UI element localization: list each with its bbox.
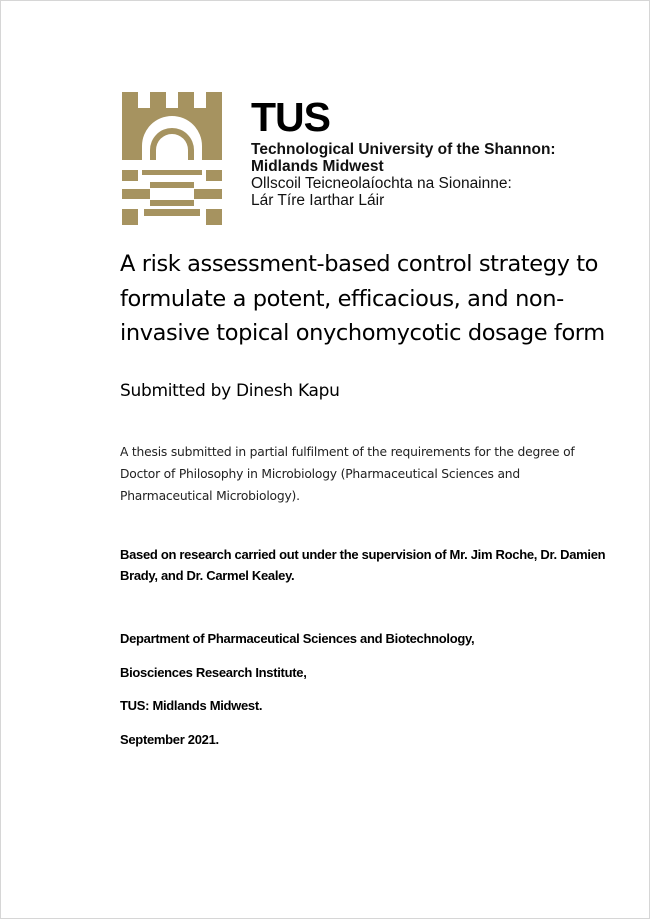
university-line: TUS: Midlands Midwest.: [120, 698, 263, 713]
brand-name: TUS: [251, 94, 330, 140]
date-line: September 2021.: [120, 732, 219, 747]
brand-irish-line-1: Ollscoil Teicneolaíochta na Sionainne:: [251, 175, 512, 192]
supervision-statement: Based on research carried out under the supervision of Mr. Jim Roche, Dr. Damien Brady, and Dr. Carmel Kealey.: [120, 547, 606, 583]
brand-irish-line-2: Lár Tíre Iarthar Láir: [251, 192, 385, 209]
brand-english-line-1: Technological University of the Shannon:: [251, 141, 556, 158]
tus-castle-logo-icon: [122, 92, 222, 225]
submitted-by: Submitted by Dinesh Kapu: [120, 381, 340, 401]
institute-line: Biosciences Research Institute,: [120, 665, 307, 680]
department-line: Department of Pharmaceutical Sciences and Biotechnology,: [120, 631, 475, 646]
university-branding: [251, 95, 611, 209]
brand-english-line-2: Midlands Midwest: [251, 158, 384, 175]
thesis-statement: A thesis submitted in partial fulfilment of the requirements for the degree of Doctor of Philosophy in Microbiology (Pharmaceutical Sciences and Pharmaceutical Microbiology).: [120, 445, 575, 503]
thesis-title: A risk assessment-based control strategy to formulate a potent, efficacious, and non-invasive topical onychomycotic dosage form: [120, 251, 605, 346]
